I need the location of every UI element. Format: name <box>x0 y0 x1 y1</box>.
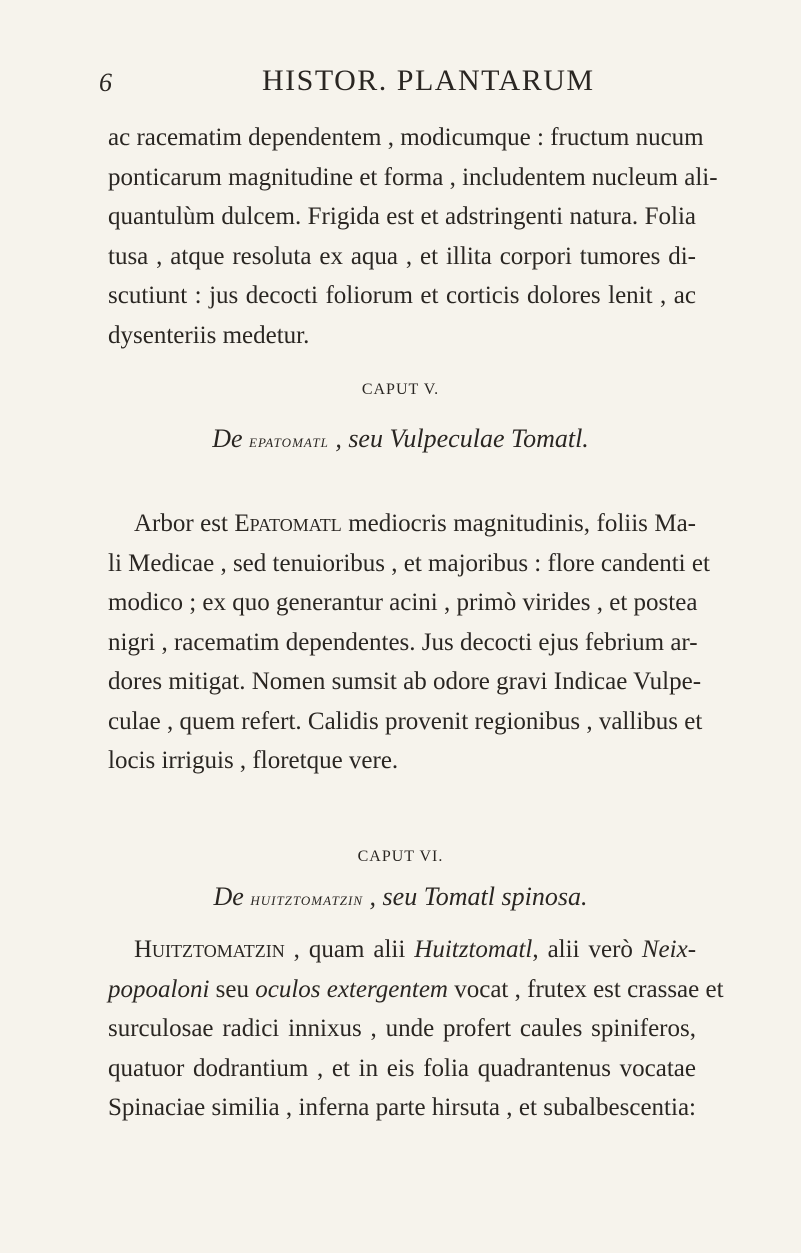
paragraph-epatomatl <box>108 504 710 781</box>
page-header <box>0 64 801 104</box>
text-line: surculosae radici innixus , unde profert caules spiniferos, <box>108 1015 696 1042</box>
title-de: De <box>212 424 243 453</box>
text-line: ac racematim dependentem , modicumque : fructum nucum <box>108 124 704 151</box>
lead-words: Arbor est <box>134 510 228 537</box>
text-line: quantulùm dulcem. Frigida est et adstringenti natura. Folia <box>108 203 696 230</box>
chapter-title-6 <box>0 882 801 912</box>
chapter-heading-5: CAPUT V. <box>361 381 440 398</box>
paragraph-continued <box>108 118 718 355</box>
text-line: culae , quem refert. Calidis provenit regionibus , vallibus et <box>108 707 703 735</box>
text-line: tusa , atque resoluta ex aqua , et illita corpori tumores di- <box>108 242 696 270</box>
text-line: ponticarum magnitudine et forma , includentem nucleum ali- <box>108 163 718 191</box>
text-line <box>108 930 696 970</box>
title-rest: , seu Tomatl spinosa. <box>369 882 588 911</box>
synonym-name: popoaloni <box>108 975 210 1003</box>
text-line <box>108 504 696 544</box>
text-line: dysenteriis medetur. <box>108 321 310 349</box>
line-part: , alii verò <box>532 936 633 963</box>
synonym-name: Huitztomatl <box>414 936 533 963</box>
text-line: Spinaciae similia , inferna parte hirsuta , et subalbescentia: <box>108 1094 696 1121</box>
text-line: modico ; ex quo generantur acini , primò virides , et postea <box>108 589 698 616</box>
plant-name: epatomatl <box>249 431 329 451</box>
text-line: scutiunt : jus decocti foliorum et corticis dolores lenit , ac <box>108 282 696 309</box>
chapter-title-5 <box>0 424 801 454</box>
paragraph-huitztomatzin <box>108 930 724 1128</box>
running-title: HISTOR. PLANTARUM <box>262 64 595 97</box>
line-part: seu <box>215 975 249 1003</box>
text-line: li Medicae , sed tenuioribus , et majoribus : flore candenti et <box>108 549 710 577</box>
synonym-name: oculos extergentem <box>255 975 448 1003</box>
text-line: quatuor dodrantium , et in eis folia quadrantenus vocatae <box>108 1054 696 1082</box>
text-line: locis irriguis , floretque vere. <box>108 747 399 774</box>
text-line <box>108 970 724 1010</box>
title-de: De <box>213 882 244 911</box>
title-rest: , seu Vulpeculae Tomatl. <box>335 424 589 453</box>
line-rest: mediocris magnitudinis, foliis Ma- <box>348 510 697 537</box>
page-number: 6 <box>99 68 112 97</box>
line-part: , quam alii <box>293 936 406 963</box>
text-line: nigri , racematim dependentes. Jus decocti ejus febrium ar- <box>108 628 698 656</box>
plant-name: Huitztomatzin <box>134 936 285 963</box>
synonym-name: Neix- <box>641 936 697 963</box>
text-line: dores mitigat. Nomen sumsit ab odore gravi Indicae Vulpe- <box>108 668 702 695</box>
line-part: vocat , frutex est crassae et <box>454 975 724 1003</box>
chapter-heading-6: CAPUT VI. <box>357 848 444 865</box>
plant-name: Epatomatl <box>234 510 342 537</box>
plant-name: huitztomatzin <box>250 889 364 909</box>
